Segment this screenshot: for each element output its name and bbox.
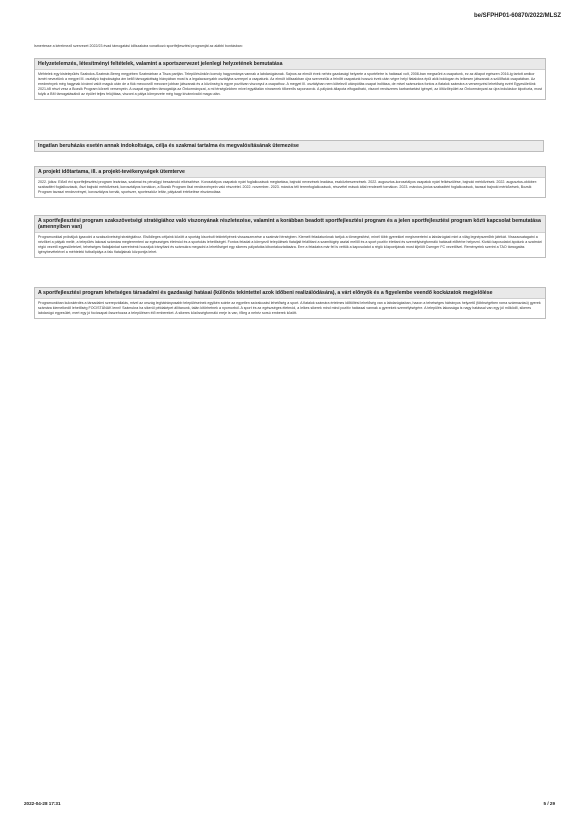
section-title: Helyzetelemzés, létesítményi feltételek, valamint a sportszervezet jelenlegi helyzetének bemutatása: [35, 59, 545, 70]
section-title: A projekt időtartama, ill. a projekt-tevékenységek ütemterve: [35, 167, 545, 178]
section-real-estate-heading: Ingatlan beruházás esetén annak indokoltsága, célja és szakmai tartalma és megvalósításának ütemezése: [34, 140, 544, 152]
section-body: 2022. július: Előző évi sportfejlesztési program lezárása, szakmai és pénzügyi beszámoló elkészítése. Korosztályos csapatok nyári foglalkozások megtartása, bajnoki nevezések leadása, eszközbeszerzések. 2022. augusztus-korosztályos csapatok nyári felkészülése, bajnoki mérkőzések. 2022. augusztus-október: szabadtéri foglalkozások, őszi bajnoki mérkőzések, korosztályos tornákon, a Bozsik Program őszi rendezvényein való részvétel. 2022. november- 2023. március téli teremfoglalkozások, részvétel mások által rendezett tornákon. 2023. március-június szabadtéri foglalkozások, tavaszi bajnoki mérkőzések, Bozsik Program tavaszi rendezvényei, korosztályos tornák, sportszer, sporteszköz leltár, pályázati értékelése elszámolása: [35, 178, 545, 197]
section-body: Programunkkal próbáljuk igazodni a szakszövetségi stratégiához. Elsődleges céljaink között a sportág kisorbult tekintélyének visszaszerzése a szatmári térségben. Kiemelt feladatunknak tartjuk a tömegesítést, minél több gyerekkel megismertetni a labdarúgást mint a világ legnépszerűbb játékát. Visszacsatagatni a nézőket a pályák mellé, a település lakosai számára megteremteni az egészséges életmód és a sportolás lehetőségét. Fontos feladat a környező települések fiataljait felállítani a szamitógép asztal mellől és a sport pozitív élettani és személyiségformáló hatásait előtérbe helyezni. Kiváló kapcsolatot ápolunk a szatmári régió vezető egyesületeivel, tehetséges fiataljainkat szeretnénk hozzájuk irányítani és számukra megadni a lehetőséget egy sikeres pályafutás kibontakoztatására. Erre a feladatra már fel is vettük a kapcsolatot a régió központjának most kijelölt Csenger FC vezetőivel. Reményeink szerint a TAO támogatás igénybevételével a méhteleki futballpálya a falu fiataljainak központja lehet.: [35, 233, 545, 257]
footer-page-number: 5 / 29: [543, 801, 555, 806]
section-schedule: [34, 166, 546, 198]
section-title: A sportfejlesztési program szakszövetségi stratégiához való viszonyának részletezése, valamint a korábban beadott sportfejlesztési program és a jelen sportfejlesztési program közti kapcsolat bemutatása (amennyiben van): [35, 216, 545, 233]
section-strategy: [34, 215, 546, 258]
section-situation-analysis: [34, 58, 546, 100]
footer-timestamp: 2022-04-28 17:31: [24, 801, 61, 806]
intro-text: Ismertesse a kérelmező szervezet 2022/23 évad támogatási időszakára vonatkozó sportfejlesztési programját az alábbi bontásban:: [34, 44, 243, 48]
section-body: Programunkban kulcskérdés a társadalmi szerepvállalás, mivel az ország leghátrányosabb településeinek egyikén sointe az egyetlen szórakozási lehetőség a sport. A fiatalok számára értelmes időtöltési lehetőség van a labdarúgásban, hazon a tehetséges hátrányos helyzetű (többségében roma származású) gyerek számára kiemelkedő lehetőség FOCISTÁNAK lenni! Számukra ha sikerül példaképet állítanunk, talán kitörhetnek a nyomorból. A sport és az egészséges életmód, a lelkes sikerek mind mind pozitív hatással vannak a gyerekek személyiségére. A település lakossága is nagy hatással van egy jól működő, sikeres labdarúgó egyesület, mert egy jó focicsapat összehozza a településen élő embereket. A sikeres közösségformáló ereje is van, főleg a nehéz sorsú emberek között.: [35, 299, 545, 318]
section-social-impact: [34, 287, 546, 319]
document-id: be/SFPHP01-60870/2022/MLSZ: [473, 13, 561, 19]
section-body: Méhtelek egy kistelepülés Szabolcs-Szatmár-Bereg megyében Szatmárban a Tisza partján. Településünkön komoly hagyománya vannak a labdarúgásnak. Sajnos az elmúlt évek nehéz gazdasági helyzete a sportéletre is hatással volt, 2008-ban megszűnt a csapatunk, ez az állapot egészen 2016-ig tartott amikor ismét neveztünk a megyei III. osztályú bajnokságba ám kellő támogatottság hiányában most is a legalacsonyabb osztályba szerepel a csapatunk. Az elmúlt időszakban újra szerveztük a felnőtt csapatunk hosszú évek után végre helyi fiatalokra épül akik boldogan és lelkesen játszanak a szülőfaluk csapatában. Az eredmények még hagynak kívánni valót maguk után de a fiúk mecccsről meccsre jobban játszanak és a közönség is egyre pozitívan viszonyul a csapathoz. A megyei III. osztályban nem kötelező utánpótlás csapat indítása, de mivel számunkra fontos a fiatalok számára a versenyzési lehetőség ezért Egyesületünk 2021-től részt vesz a Bozsik Program körzeti versenyein. A csapat egyetlen támogatója az Önkormányzat, a mi térségünkben mivel egyáltalán nincsenek tőkeerős szponzorok. A pályánk állapota elfogadható, viszont rendszeres karbantartást igényel, az öltözőépület az Önkormányzat az újra induláskor kipofozta, most folyik a BM támogatásából az épület teljes felújítása, viszont a pálya környezete még hagy kívánnivalót maga után.: [35, 70, 545, 99]
section-title: A sportfejlesztési program lehetséges társadalmi és gazdasági hatásai (különös tekintettel azok időbeni realizálódására), a várt előnyök és a figyelembe veendő kockázatok megjelölése: [35, 288, 545, 299]
